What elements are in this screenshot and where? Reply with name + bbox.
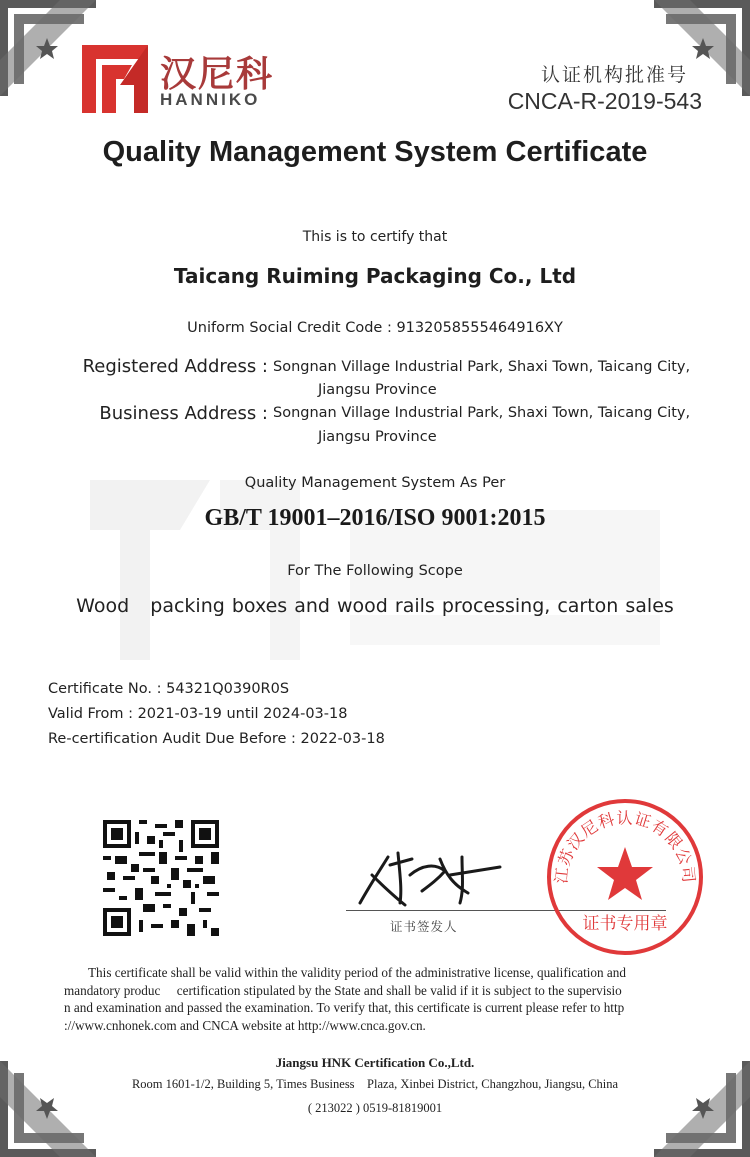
certificate-number: Certificate No. : 54321Q0390R0S xyxy=(48,681,290,697)
registered-address-label: Registered Address : xyxy=(82,356,268,377)
business-address-line1: Songnan Village Industrial Park, Shaxi Town, Taicang City, xyxy=(273,405,691,421)
valid-period: Valid From : 2021-03-19 until 2024-03-18 xyxy=(48,706,348,722)
qms-label: Quality Management System As Per xyxy=(244,475,506,491)
approval-number: CNCA-R-2019-543 xyxy=(507,88,702,114)
scope-label: For The Following Scope xyxy=(287,563,463,579)
organization-address: Room 1601-1/2, Building 5, Times Business Plaza, Xinbei District, Changzhou, Jiangsu, China xyxy=(131,1077,619,1091)
logo-chinese-name: 汉尼科 xyxy=(160,54,275,95)
business-address-label: Business Address : xyxy=(99,403,268,424)
logo-english-name: HANNIKO xyxy=(160,90,261,109)
seal-ring-text: 江苏汉尼科认证有限公司 xyxy=(551,808,699,885)
issuing-organization: Jiangsu HNK Certification Co.,Ltd. xyxy=(275,1055,475,1070)
approval-label: 认证机构批准号 xyxy=(540,64,688,86)
validity-disclaimer xyxy=(64,964,686,1034)
disclaimer-line-4: ://www.cnhonek.com and CNCA website at http://www.cnca.gov.cn. xyxy=(64,1017,426,1033)
credit-code: Uniform Social Credit Code : 9132058555464916XY xyxy=(187,320,563,336)
organization-phone: ( 213022 ) 0519-81819001 xyxy=(307,1101,443,1115)
recertification-date: Re-certification Audit Due Before : 2022-03-18 xyxy=(48,731,385,747)
disclaimer-line-2: mandatory produc certification stipulated by the State and shall be valid if it is subject to the supervisio xyxy=(64,982,622,998)
company-name: Taicang Ruiming Packaging Co., Ltd xyxy=(173,264,577,288)
certificate-title: Quality Management System Certificate xyxy=(102,136,648,168)
registered-address-line2: Jiangsu Province xyxy=(318,382,437,398)
certify-text: This is to certify that xyxy=(302,229,448,245)
hanniko-logo-mark xyxy=(82,45,148,113)
disclaimer-line-1: This certificate shall be valid within the validity period of the administrative license, qualification and xyxy=(88,965,626,980)
company-seal xyxy=(543,795,707,959)
business-address-line2: Jiangsu Province xyxy=(318,429,437,445)
scope-text: Wood packing boxes and wood rails processing, carton sales xyxy=(76,595,674,617)
signer-label: 证书签发人 xyxy=(390,919,458,934)
star-icon xyxy=(597,847,653,900)
disclaimer-line-3: n and examination and passed the examination. To verify that, this certificate is current please refer to http xyxy=(64,1000,625,1015)
qr-code-icon xyxy=(103,820,219,936)
seal-bottom-text: 证书专用章 xyxy=(582,914,668,934)
signature-graphic xyxy=(350,845,510,910)
registered-address-line1: Songnan Village Industrial Park, Shaxi Town, Taicang City, xyxy=(273,359,691,375)
standard: GB/T 19001–2016/ISO 9001:2015 xyxy=(204,505,546,531)
